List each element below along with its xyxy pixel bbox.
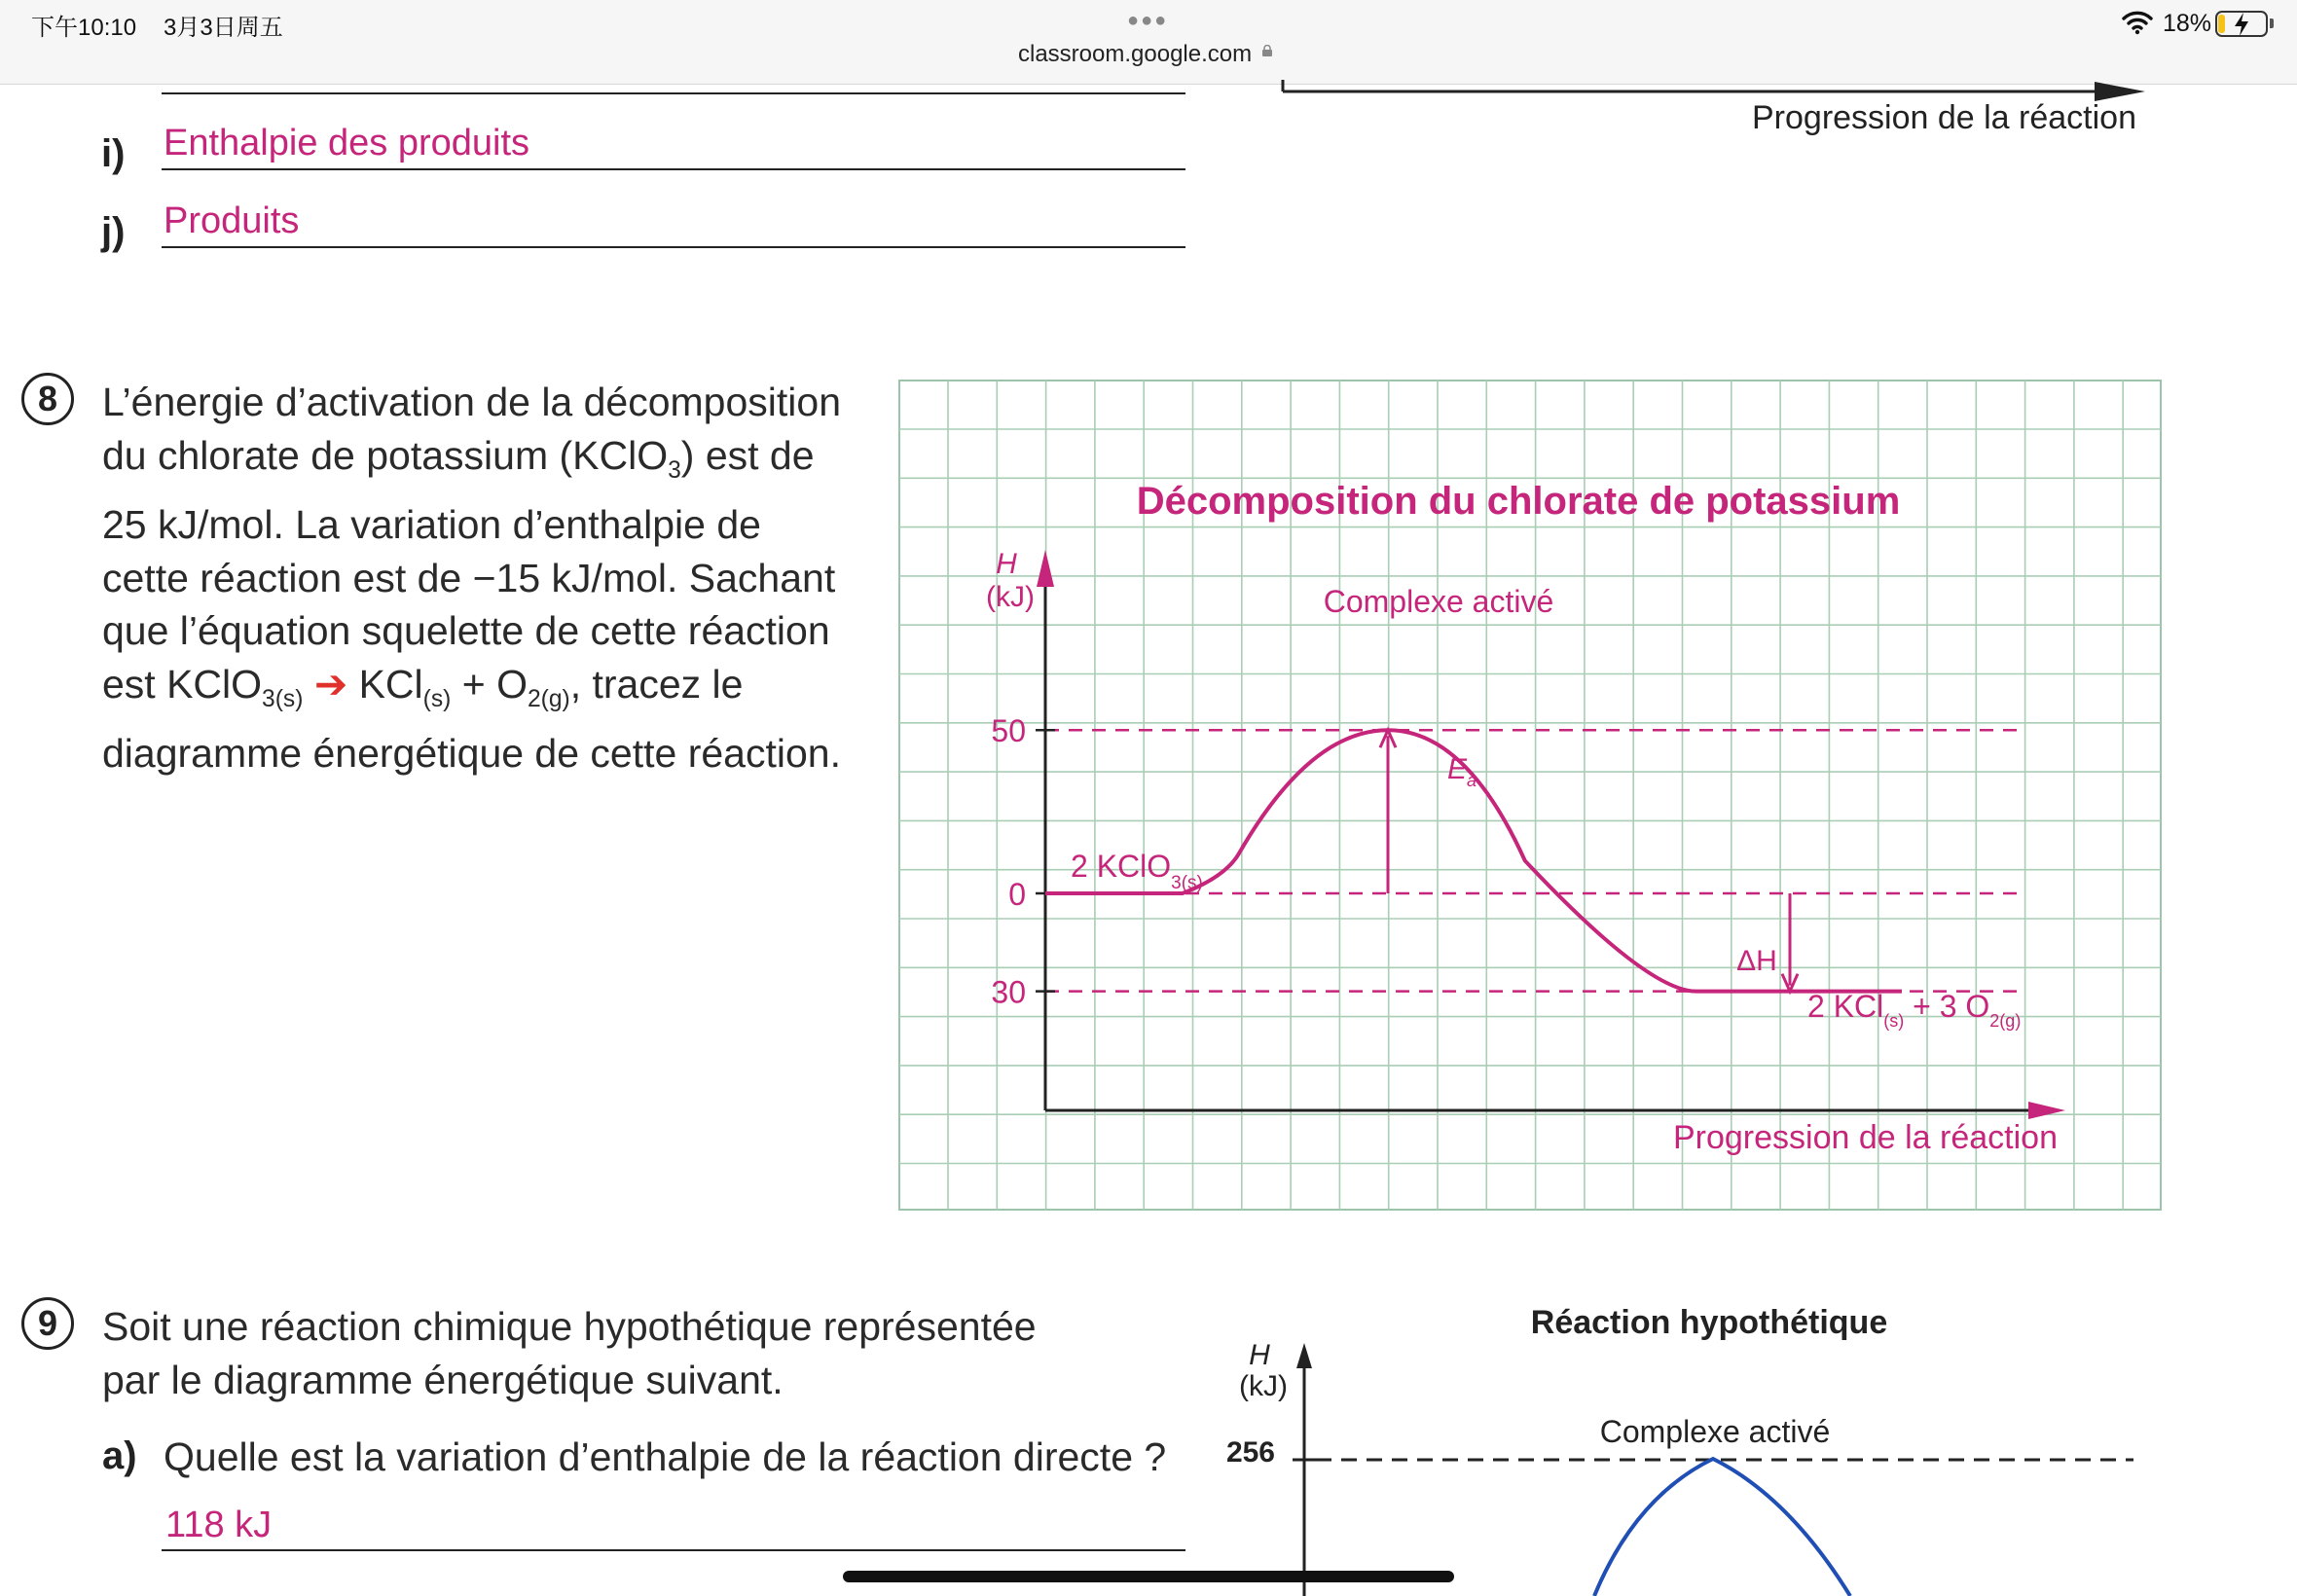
ea-label: $E_a$ — [1447, 753, 1477, 790]
x-axis-label: Progression de la réaction — [1672, 1119, 2058, 1156]
item-letter-i: i) — [101, 132, 126, 175]
q8-line-2: du chlorate de potassium (KClO$_3$) est de — [102, 432, 815, 484]
battery-tip — [2270, 18, 2274, 28]
chart2-y-arrowhead — [1296, 1343, 1312, 1368]
home-indicator[interactable] — [843, 1571, 1454, 1582]
reactant-label: 2 KClO$_{3(s)}$ — [1071, 849, 1203, 893]
chart2-title: Réaction hypothétique — [1530, 1304, 1888, 1341]
answer-line-h — [162, 92, 1185, 94]
chart2-y-label-h: H — [1249, 1339, 1270, 1371]
lock-icon — [1261, 45, 1273, 56]
item-letter-a: a) — [102, 1434, 137, 1477]
url-field[interactable]: classroom.google.com — [1018, 41, 1253, 67]
y-tick-label: 50 — [991, 713, 1026, 749]
product-label: 2 KCl$_{(s)}$ + 3 $O_{2(g)}$ — [1807, 989, 2022, 1031]
energy-diagram-chart — [897, 379, 2163, 1212]
q8-line-4: cette réaction est de −15 kJ/mol. Sachant — [102, 555, 836, 600]
q8-line-6: est KClO$_{3(s)}$ ➔ $KCl_{(s)} + O_{2(g)}$, tracez le — [102, 662, 744, 713]
answer-i: Enthalpie des produits — [164, 123, 530, 163]
q9-question-a: Quelle est la variation d’enthalpie de la réaction directe ? — [164, 1434, 1167, 1479]
battery-percent: 18% — [2163, 10, 2212, 37]
y-axis-label-h: H — [996, 548, 1017, 580]
q9-line-2: par le diagramme énergétique suivant. — [102, 1357, 784, 1402]
answer-a: 118 kJ — [165, 1505, 273, 1545]
chart2-y-label-unit: (kJ) — [1239, 1370, 1288, 1402]
answer-line-j — [162, 246, 1185, 248]
status-time: 下午10:10 — [31, 15, 137, 41]
charging-bolt-icon — [2227, 10, 2256, 39]
question-9-text — [102, 1300, 1192, 1407]
chart2-activated-complex: Complexe activé — [1599, 1414, 1831, 1449]
question-9-number: 9 — [21, 1297, 74, 1350]
wifi-icon — [2122, 10, 2153, 35]
question-8-number: 8 — [21, 373, 74, 425]
activated-complex-label: Complexe activé — [1323, 584, 1554, 619]
question-8-text — [102, 376, 881, 780]
q8-line-5: que l’équation squelette de cette réaction — [102, 608, 830, 654]
more-dots-icon[interactable]: ●●● — [1127, 10, 1169, 31]
q8-line-3: 25 kJ/mol. La variation d’enthalpie de — [102, 501, 761, 547]
status-date: 3月3日周五 — [164, 15, 283, 41]
hypothetical-reaction-chart — [1207, 1304, 2141, 1596]
chart2-y-tick-256: 256 — [1225, 1436, 1275, 1469]
item-letter-j: j) — [101, 210, 126, 253]
top-chart-x-label: Progression de la réaction — [1752, 99, 2137, 136]
answer-j: Produits — [164, 200, 300, 241]
answer-line-a — [162, 1549, 1185, 1551]
reaction-arrow-icon: ➔ — [313, 662, 348, 707]
y-tick-label: 30 — [991, 974, 1026, 1010]
y-tick-label: 0 — [1008, 877, 1026, 912]
q8-line-7: diagramme énergétique de cette réaction. — [102, 731, 841, 777]
answer-line-i — [162, 168, 1185, 170]
chart-title: Décomposition du chlorate de potassium — [1136, 480, 1901, 523]
chart2-curve — [1594, 1459, 1850, 1596]
q8-line-1: L’énergie d’activation de la décomposition — [102, 380, 842, 424]
y-axis-label-unit: (kJ) — [986, 581, 1035, 613]
delta-h-label: ΔH — [1736, 945, 1777, 977]
q9-line-1: Soit une réaction chimique hypothétique représentée — [102, 1304, 1037, 1349]
battery-level — [2218, 15, 2225, 33]
